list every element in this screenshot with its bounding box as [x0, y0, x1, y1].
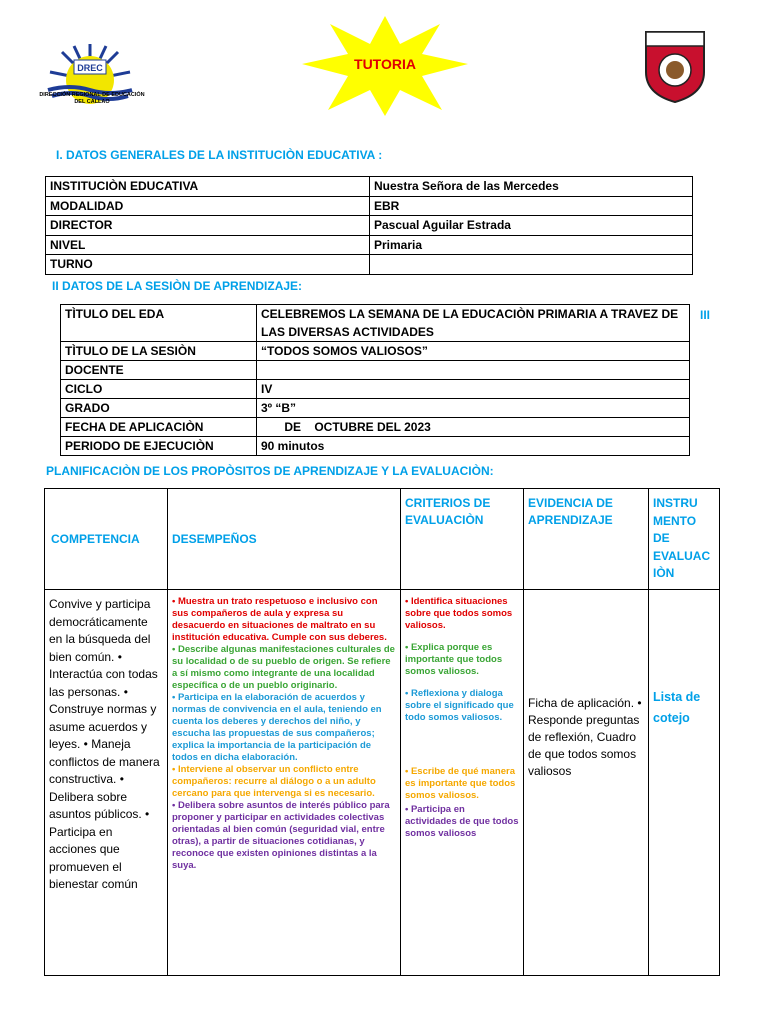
row-value: DE OCTUBRE DEL 2023 — [257, 418, 690, 437]
criterio-item: • Identifica situaciones sobre que todos somos valiosos. — [405, 596, 513, 631]
table-row — [46, 196, 693, 216]
evidencia-text: Ficha de aplicación. • Responde preguntas de reflexión, Cuadro de que todos somos valiosos — [528, 696, 642, 778]
school-shield-icon — [642, 28, 708, 104]
row-value: 3º “B” — [257, 399, 690, 418]
table-row — [46, 177, 693, 197]
evidencia-cell — [524, 590, 649, 976]
criterio-item: • Participa en actividades de que todos somos valiosos — [405, 804, 519, 839]
drec-logo — [40, 40, 140, 124]
table-row — [46, 255, 693, 275]
drec-logo-text: DREC — [77, 63, 103, 73]
row-value — [257, 361, 690, 380]
header-desempenos: DESEMPEÑOS — [168, 489, 401, 590]
row-value: Nuestra Señora de las Mercedes — [370, 177, 693, 197]
drec-caption-line1: DIRECCIÓN REGIONAL DE EDUCACIÓN — [39, 92, 145, 98]
table-row — [45, 590, 720, 976]
row-label: TÌTULO DE LA SESIÒN — [61, 342, 257, 361]
criterio-item: • Reflexiona y dialoga sobre el significado que todo somos valiosos. — [405, 688, 514, 723]
instrumento-cell — [649, 590, 720, 976]
row-label: TURNO — [46, 255, 370, 275]
row-value — [370, 255, 693, 275]
desempeno-item: • Participa en la elaboración de acuerdos y normas de convivencia en el aula, teniendo en cuenta los deberes y derechos del niño, y escucha las propuestas de sus compañeros; explica la importancia de la participación de todos en dicha elaboración. — [172, 692, 382, 763]
desempeno-item: • Describe algunas manifestaciones culturales de su localidad o de su pueblo de origen. Se refiere a sí mismo como integrante de una localidad específica o de un pueblo originario. — [172, 644, 395, 691]
table-row — [61, 361, 690, 380]
header-instrumento: INSTRU MENTO DE EVALUAC IÒN — [649, 489, 720, 590]
row-label: DOCENTE — [61, 361, 257, 380]
row-value: Pascual Aguilar Estrada — [370, 216, 693, 236]
header-evidencia: EVIDENCIA DE APRENDIZAJE — [524, 489, 649, 590]
row-value: EBR — [370, 196, 693, 216]
instrumento-text: Lista de cotejo — [653, 689, 701, 725]
criterios-cell — [401, 590, 524, 976]
row-label: MODALIDAD — [46, 196, 370, 216]
section2-heading: II DATOS DE LA SESIÒN DE APRENDIZAJE: — [52, 279, 303, 293]
table-row — [61, 380, 690, 399]
criterio-item: • Explica porque es importante que todos somos valiosos. — [405, 642, 503, 677]
desempeno-item: • Delibera sobre asuntos de interés público para proponer y participar en actividades colectivas orientadas al bien común (seguridad vial, entre otras), a partir de situaciones cotidianas, y reconoce que existen opiniones distintas a la suya. — [172, 800, 390, 871]
table-row — [61, 437, 690, 456]
criterio-item: • Escribe de qué manera es importante que todos somos valiosos. — [405, 766, 516, 801]
section1-heading: I. DATOS GENERALES DE LA INSTITUCIÒN EDUCATIVA : — [56, 148, 383, 162]
drec-caption-line2: DEL CALLAO — [74, 99, 110, 105]
table-row — [61, 305, 690, 342]
table-row — [61, 418, 690, 437]
section3-heading: PLANIFICACIÒN DE LOS PROPÒSITOS DE APRENDIZAJE Y LA EVALUACIÒN: — [46, 464, 494, 478]
desempeno-item: • Muestra un trato respetuoso e inclusivo con sus compañeros de aula y expresa su desacuerdo en situaciones de maltrato en su institución educativa. Cumple con sus deberes. — [172, 596, 387, 643]
row-value: IV — [257, 380, 690, 399]
table-row — [61, 342, 690, 361]
row-label: PERIODO DE EJECUCIÒN — [61, 437, 257, 456]
section3-number: III — [700, 308, 711, 322]
session-data-table — [60, 304, 690, 456]
table-row — [46, 235, 693, 255]
row-value: CELEBREMOS LA SEMANA DE LA EDUCACIÒN PRIMARIA A TRAVEZ DE LAS DIVERSAS ACTIVIDADES — [257, 305, 690, 342]
row-label: GRADO — [61, 399, 257, 418]
row-label: INSTITUCIÒN EDUCATIVA — [46, 177, 370, 197]
tutoria-title: TUTORIA — [354, 56, 416, 72]
table-header-row — [45, 489, 720, 590]
general-data-table — [45, 176, 693, 275]
row-label: NIVEL — [46, 235, 370, 255]
header-competencia: COMPETENCIA — [45, 489, 168, 590]
row-label: CICLO — [61, 380, 257, 399]
desempenos-cell — [168, 590, 401, 976]
desempeno-item: • Interviene al observar un conflicto entre compañeros: recurre al diálogo o a un adulto cercano para que intervenga si es necesario. — [172, 764, 376, 799]
row-value: Primaria — [370, 235, 693, 255]
row-label: TÌTULO DEL EDA — [61, 305, 257, 342]
table-row — [61, 399, 690, 418]
drec-caption — [38, 92, 146, 106]
row-label: FECHA DE APLICACIÒN — [61, 418, 257, 437]
competencia-cell: Convive y participa democráticamente en la búsqueda del bien común. • Interactúa con todas las personas. • Construye normas y asume acuerdos y leyes. • Maneja conflictos de manera constructiva. • Delibera sobre asuntos públicos. • Participa en acciones que promueven el bienestar común — [45, 590, 168, 976]
row-value: “TODOS SOMOS VALIOSOS” — [257, 342, 690, 361]
table-row — [46, 216, 693, 236]
row-label: DIRECTOR — [46, 216, 370, 236]
header-criterios: CRITERIOS DE EVALUACIÒN — [401, 489, 524, 590]
planning-table — [44, 488, 720, 976]
row-value: 90 minutos — [257, 437, 690, 456]
